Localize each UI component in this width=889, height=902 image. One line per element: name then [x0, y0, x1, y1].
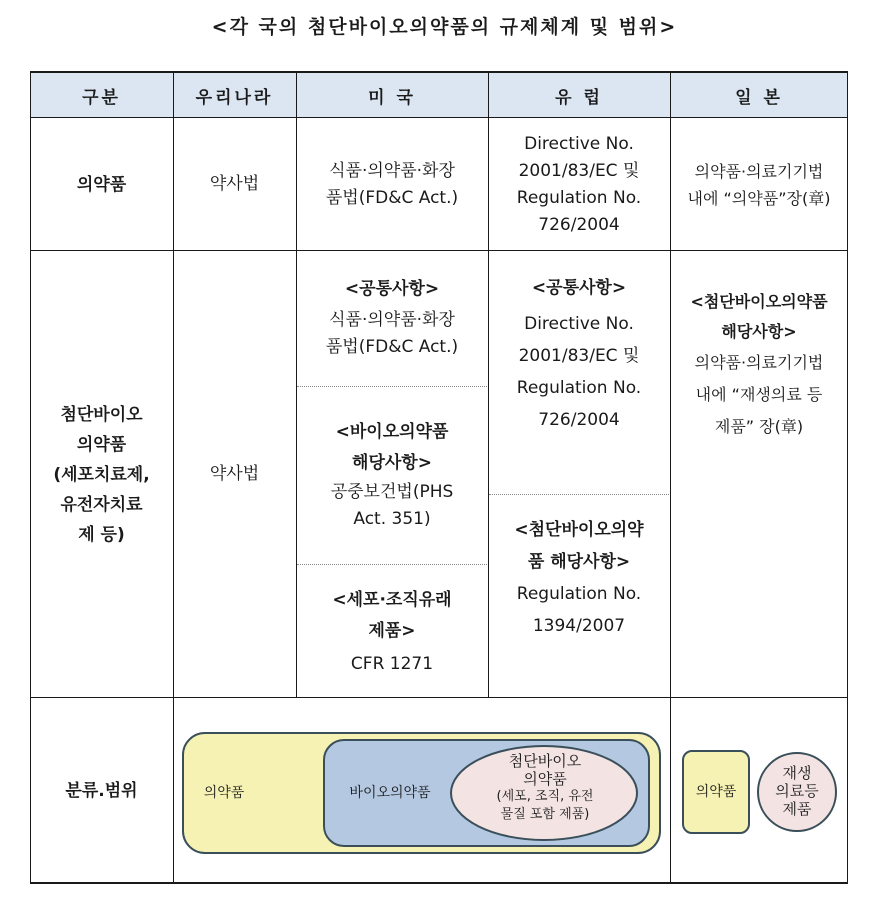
column-divider — [670, 71, 671, 884]
text-line: 식품·의약품·화장 — [329, 310, 455, 330]
text-line: 726/2004 — [538, 410, 620, 430]
table-border-right — [847, 71, 848, 884]
table-border-left — [30, 71, 31, 884]
header-korea: 우리나라 — [195, 87, 274, 108]
table-border-top — [30, 71, 848, 73]
advanced-bio-drug-region-label — [470, 752, 620, 824]
europe-advanced-section — [488, 494, 670, 698]
text-line: 첨단바이오 — [60, 404, 143, 425]
header-category: 구분 — [82, 87, 121, 108]
usa-sub-divider — [297, 386, 487, 387]
header-japan: 일 본 — [735, 87, 783, 108]
header-usa: 미 국 — [368, 87, 416, 108]
text-line: (세포, 조직, 유전 — [496, 789, 594, 804]
row-divider — [30, 250, 848, 251]
text-line: 의약품 — [76, 434, 127, 455]
column-divider — [296, 71, 297, 698]
text-line: 물질 포함 제품) — [500, 807, 590, 822]
section-heading: <공통사항> — [344, 279, 440, 299]
text-line: Regulation No. — [516, 378, 642, 398]
row-drug-europe — [488, 118, 670, 251]
text-line: 1394/2007 — [532, 616, 626, 636]
usa-common-section — [296, 251, 488, 386]
table-title: <각 국의 첨단바이오의약품의 규제체계 및 범위> — [211, 16, 678, 38]
text-line: 의약품·의료기기법 — [694, 161, 824, 181]
section-heading: 품 해당사항> — [527, 552, 631, 572]
text-line: 첨단바이오 — [508, 752, 582, 770]
japan-drug-label: 의약품 — [695, 784, 737, 800]
column-divider — [488, 71, 489, 698]
row-drug-usa — [296, 118, 488, 251]
text-line: 유전자치료 — [60, 494, 143, 515]
row-advanced-label — [30, 251, 173, 698]
text-line: 공중보건법(PHS — [330, 482, 454, 502]
text-line: 제 등) — [78, 524, 125, 545]
usa-sub-divider — [297, 564, 487, 565]
regenerative-medicine-label — [760, 764, 834, 818]
usa-cell-tissue-section — [296, 564, 488, 698]
row-scope-label: 분류.범위 — [65, 780, 138, 801]
table-border-bottom — [30, 882, 848, 884]
section-heading: 해당사항> — [352, 453, 432, 473]
text-line: 재생 — [782, 764, 812, 782]
section-heading: 해당사항> — [721, 322, 797, 341]
usa-bio-section — [296, 386, 488, 564]
text-line: 내에 “의약품”장(章) — [687, 188, 831, 208]
section-heading: <첨단바이오의약 — [514, 520, 644, 540]
text-line: Directive No. — [524, 133, 634, 154]
japan-scope-diagram — [680, 748, 842, 838]
text-line: (세포치료제, — [53, 464, 150, 485]
drug-region-label: 의약품 — [203, 785, 245, 801]
row-advanced-korea: 약사법 — [209, 464, 260, 484]
text-line: Directive No. — [524, 314, 634, 334]
text-line: 품법(FD&C Act.) — [325, 337, 459, 357]
text-line: 의약품·의료기기법 — [694, 353, 824, 372]
section-heading: <공통사항> — [531, 278, 627, 298]
text-line: 품법(FD&C Act.) — [325, 187, 459, 208]
text-line: 식품·의약품·화장 — [329, 160, 455, 181]
column-divider — [173, 71, 174, 884]
row-drug-japan — [670, 118, 848, 251]
text-line: 내에 “재생의료 등 — [695, 385, 823, 404]
text-line: Act. 351) — [353, 509, 431, 529]
row-drug-korea: 약사법 — [209, 174, 260, 194]
header-europe: 유 럽 — [555, 87, 603, 108]
text-line: 제품” 장(章) — [714, 417, 804, 436]
japan-advanced-section — [670, 251, 848, 698]
text-line: CFR 1271 — [350, 653, 434, 674]
section-heading: <첨단바이오의약품 — [690, 292, 828, 311]
row-drug-label: 의약품 — [76, 174, 127, 195]
europe-common-section — [488, 251, 670, 494]
europe-sub-divider — [489, 494, 669, 495]
text-line: 2001/83/EC 및 — [518, 346, 640, 366]
text-line: 의약품 — [523, 770, 567, 788]
korea-scope-diagram — [180, 730, 665, 858]
text-line: 제품 — [782, 800, 812, 818]
section-heading: <세포·조직유래 — [332, 589, 452, 610]
section-heading: 제품> — [368, 620, 416, 641]
text-line: 의료등 — [775, 782, 819, 800]
bio-drug-region-label: 바이오의약품 — [349, 785, 431, 801]
text-line: 2001/83/EC 및 — [518, 160, 640, 181]
text-line: Regulation No. — [516, 187, 642, 208]
text-line: Regulation No. — [516, 584, 642, 604]
section-heading: <바이오의약품 — [335, 422, 449, 442]
header-divider — [30, 117, 848, 118]
row-divider — [30, 697, 848, 698]
text-line: 726/2004 — [538, 214, 620, 235]
